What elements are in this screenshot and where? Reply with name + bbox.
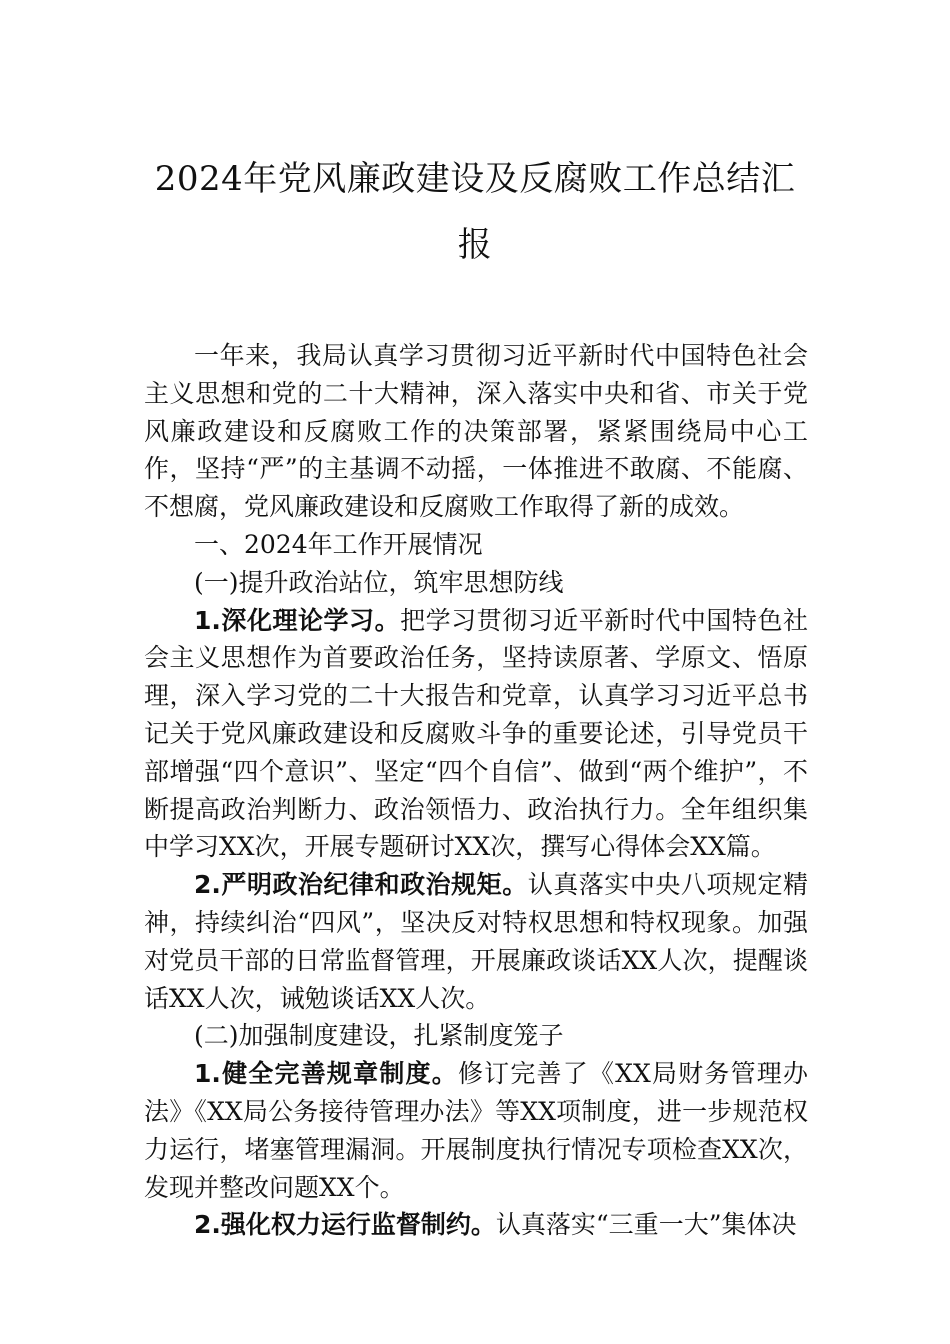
paragraph-theory-study	[144, 602, 808, 867]
document-title: 2024年党风廉政建设及反腐败工作总结汇报	[154, 159, 796, 265]
item-text: 认真落实“三重一大”集体决	[495, 1210, 797, 1240]
item-title: 1.健全完善规章制度。	[194, 1059, 458, 1089]
paragraph-rules-improvement	[144, 1055, 808, 1206]
item-text: 修订完善了《XX局财务管理办法》《XX局公务接待管理办法》等XX项制度，进一步规范权力运行，堵塞管理漏洞。开展制度执行情况专项检查XX次，发现并整改问题XX个。	[144, 1059, 808, 1202]
item-text: 认真落实中央八项规定精神，持续纠治“四风”，坚决反对特权思想和特权现象。加强对党员干部的日常监督管理，开展廉政谈话XX人次，提醒谈话XX人次，诫勉谈话XX人次。	[144, 870, 808, 1013]
intro-paragraph: 一年来，我局认真学习贯彻习近平新时代中国特色社会主义思想和党的二十大精神，深入落实中央和省、市关于党风廉政建设和反腐败工作的决策部署，紧紧围绕局中心工作，坚持“严”的主基调不动摇，一体推进不敢腐、不能腐、不想腐，党风廉政建设和反腐败工作取得了新的成效。	[144, 341, 808, 522]
paragraph-power-supervision	[144, 1206, 808, 1244]
section-heading: 一、2024年工作开展情况	[194, 529, 483, 559]
paragraph-political-discipline	[144, 866, 808, 1017]
item-text: 把学习贯彻习近平新时代中国特色社会主义思想作为首要政治任务，坚持读原著、学原文、悟原理，深入学习党的二十大报告和党章，认真学习习近平总书记关于党风廉政建设和反腐败斗争的重要论述，引导党员干部增强“四个意识”、坚定“四个自信”、做到“两个维护”，不断提高政治判断力、政治领悟力、政治执行力。全年组织集中学习XX次，开展专题研讨XX次，撰写心得体会XX篇。	[144, 605, 808, 862]
subsection-heading: (一)提升政治站位，筑牢思想防线	[194, 567, 564, 597]
subsection-heading: (二)加强制度建设，扎紧制度笼子	[194, 1021, 564, 1051]
item-title: 2.强化权力运行监督制约。	[194, 1210, 496, 1240]
item-title: 1.深化理论学习。	[194, 605, 401, 635]
item-title: 2.严明政治纪律和政治规矩。	[194, 870, 528, 900]
document-body	[144, 337, 808, 1244]
